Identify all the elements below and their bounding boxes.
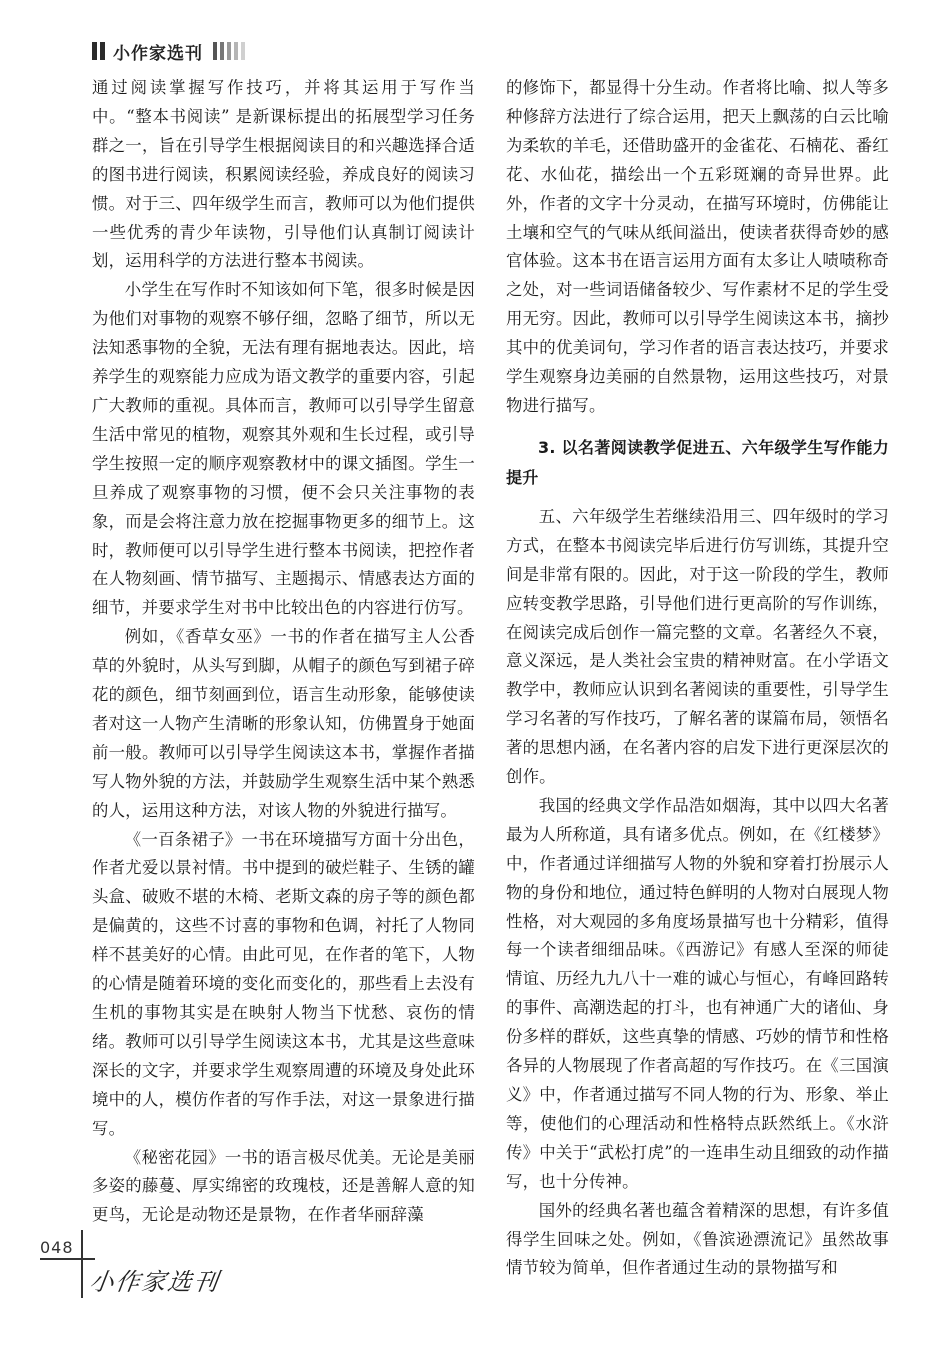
- journal-name: 小作家选刊: [113, 43, 203, 64]
- header-gradient-bar: [220, 42, 224, 60]
- paragraph: 五、六年级学生若继续沿用三、四年级时的学习方式，在整本书阅读完毕后进行仿写训练，其提升空间是非常有限的。因此，对于这一阶段的学生，教师应转变教学思路，引导他们进行更高阶的写作训练，在阅读完成后创作一篇完整的文章。名著经久不衰，意义深远，是人类社会宝贵的精神财富。在小学语文教学中，教师应认识到名著阅读的重要性，引导学生学习名著的写作技巧，了解名著的谋篇布局，领悟名著的思想内涵，在名著内容的启发下进行更深层次的创作。: [506, 506, 889, 787]
- paragraph: 国外的经典名著也蕴含着精深的思想，有许多值得学生回味之处。例如，《鲁滨逊漂流记》虽然故事情节较为简单，但作者通过生动的景物描写和: [506, 1200, 889, 1278]
- footer-vertical-rule: [81, 1230, 83, 1298]
- header-gradient-bar: [234, 42, 238, 60]
- paragraph: 《秘密花园》一书的语言极尽优美。无论是美丽多姿的藤蔓、厚实绵密的玫瑰枝，还是善解人意的知更鸟，无论是动物还是景物，在作者华丽辞藻: [92, 1147, 475, 1225]
- header-gradient-bar: [213, 42, 217, 60]
- paragraph: 小学生在写作时不知该如何下笔，很多时候是因为他们对事物的观察不够仔细，忽略了细节，所以无法知悉事物的全貌，无法有理有据地表达。因此，培养学生的观察能力应成为语文教学的重要内容，引起广大教师的重视。具体而言，教师可以引导学生留意生活中常见的植物，观察其外观和生长过程，或引导学生按照一定的顺序观察教材中的课文插图。学生一旦养成了观察事物的习惯，便不会只关注事物的表象，而是会将注意力放在挖掘事物更多的细节上。这时，教师便可以引导学生进行整本书阅读，把控作者在人物刻画、情节描写、主题揭示、情感表达方面的细节，并要求学生对书中比较出色的内容进行仿写。: [92, 280, 475, 618]
- header-gradient-bar: [227, 42, 231, 60]
- paragraph: 例如，《香草女巫》一书的作者在描写主人公香草的外貌时，从头写到脚，从帽子的颜色写到裙子碎花的颜色，细节刻画到位，语言生动形象，能够使读者对这一人物产生清晰的形象认知，仿佛置身于她面前一般。教师可以引导学生阅读这本书，掌握作者描写人物外貌的方法，并鼓励学生观察生活中某个熟悉的人，运用这种方法，对该人物的外貌进行描写。: [92, 627, 475, 820]
- left-column: [92, 74, 475, 1230]
- header-bar: [92, 42, 97, 60]
- header-bar: [100, 42, 105, 60]
- paragraph: 《一百条裙子》一书在环境描写方面十分出色，作者尤爱以景衬情。书中提到的破烂鞋子、生锈的罐头盒、破败不堪的木椅、老斯文森的房子等的颜色都是偏黄的，这些不讨喜的事物和色调，衬托了人物同样不甚美好的心情。由此可见，在作者的笔下，人物的心情是随着环境的变化而变化的，那些看上去没有生机的事物其实是在映射人物当下忧愁、哀伤的情绪。教师可以引导学生阅读这本书，尤其是这些意味深长的文字，并要求学生观察周遭的环境及身处此环境中的人，模仿作者的写作手法，对这一景象进行描写。: [92, 829, 475, 1138]
- section-heading: 3. 以名著阅读教学促进五、六年级学生写作能力提升: [506, 437, 889, 487]
- header-gradient-decoration: [213, 42, 245, 60]
- header-gradient-bar: [241, 42, 245, 60]
- header-bars-decoration: [92, 42, 105, 60]
- footer-rule: [40, 1258, 95, 1260]
- running-header: [92, 40, 245, 62]
- paragraph: 的修饰下，都显得十分生动。作者将比喻、拟人等多种修辞方法进行了综合运用，把天上飘荡的白云比喻为柔软的羊毛，还借助盛开的金雀花、石楠花、番红花、水仙花，描绘出一个五彩斑斓的奇异世界。此外，作者的文字十分灵动，在描写环境时，仿佛能让土壤和空气的气味从纸间溢出，使读者获得奇妙的感官体验。这本书在语言运用方面有太多让人啧啧称奇之处，对一些词语储备较少、写作素材不足的学生受用无穷。因此，教师可以引导学生阅读这本书，摘抄其中的优美词句，学习作者的语言表达技巧，并要求学生观察身边美丽的自然景物，运用这些技巧，对景物进行描写。: [506, 78, 889, 415]
- footer-journal-logo: 小作家选刊: [87, 1268, 222, 1296]
- paragraph: 通过阅读掌握写作技巧，并将其运用于写作当中。“整本书阅读” 是新课标提出的拓展型学习任务群之一，旨在引导学生根据阅读目的和兴趣选择合适的图书进行阅读，积累阅读经验，养成良好的阅读习惯。对于三、四年级学生而言，教师可以为他们提供一些优秀的青少年读物，引导他们认真制订阅读计划，运用科学的方法进行整本书阅读。: [92, 78, 475, 271]
- right-column: [506, 74, 889, 1283]
- page-number: 048: [40, 1238, 74, 1257]
- paragraph: 我国的经典文学作品浩如烟海，其中以四大名著最为人所称道，具有诸多优点。例如，在《红楼梦》中，作者通过详细描写人物的外貌和穿着打扮展示人物的身份和地位，通过特色鲜明的人物对白展现人物性格，对大观园的多角度场景描写也十分精彩，值得每一个读者细细品味。《西游记》有感人至深的师徒情谊、历经九九八十一难的诚心与恒心，有峰回路转的事件、高潮迭起的打斗，也有神通广大的诸仙、身份多样的群妖，这些真挚的情感、巧妙的情节和性格各异的人物展现了作者高超的写作技巧。在《三国演义》中，作者通过描写不同人物的行为、形象、举止等，使他们的心理活动和性格特点跃然纸上。《水浒传》中关于“武松打虎”的一连串生动且细致的动作描写，也十分传神。: [506, 795, 889, 1191]
